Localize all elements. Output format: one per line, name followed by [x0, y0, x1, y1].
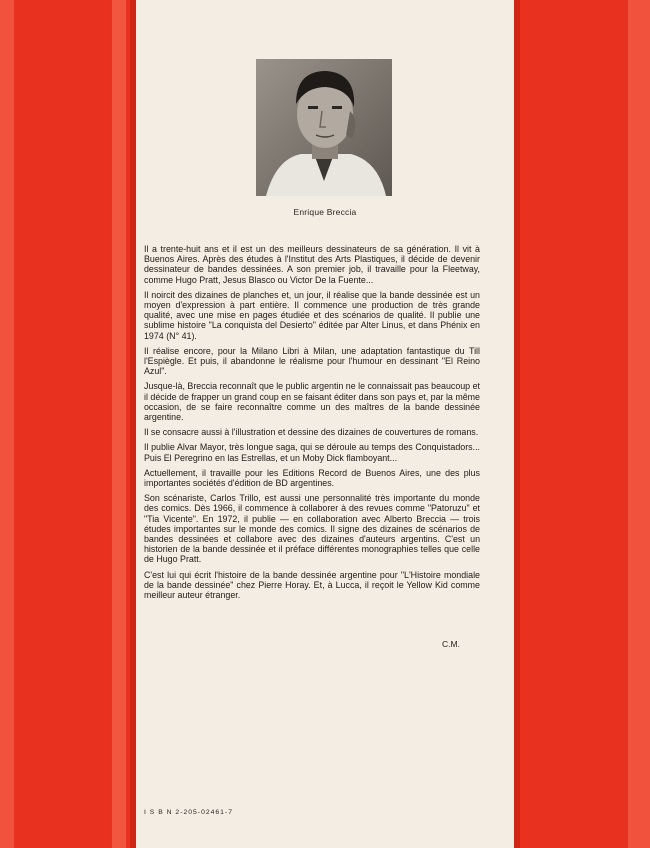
paragraph: Il noircit des dizaines de planches et, un jour, il réalise que la bande dessinée est un moyen d'expression à part entière. Il commence une production de très grande qualité, avec une mise en pages étudiée et des scénarios de qualité. Il publie une sublime histoire "La conquista del Desierto" éditée par Alter Linus, et dans Phénix en 1974 (N° 41). — [144, 289, 480, 341]
paragraph: Jusque-là, Breccia reconnaît que le public argentin ne le connaissait pas beaucoup et il décide de frapper un grand coup en se faisant éditer dans son pays et, par la même occasion, de se faire reconnaître comme un des maîtres de la bande dessinée argentine. — [144, 381, 480, 423]
photo-caption: Enrique Breccia — [293, 207, 357, 217]
paragraph: Actuellement, il travaille pour les Editions Record de Buenos Aires, une des plus importantes sociétés d'édition de BD argentines. — [144, 467, 480, 489]
paragraph: Il a trente-huit ans et il est un des meilleurs dessinateurs de sa génération. Il vit à Buenos Aires. Après des études à l'Institut des Arts Plastiques, il décide de devenir dessinateur de bandes dessinées. A son premier job, il travaille pour la Fleetway, comme Hugo Pratt, Jesus Blasco ou Victor De la Fuente... — [144, 244, 480, 285]
paragraph: Il réalise encore, pour la Milano Libri à Milan, une adaptation fantastique du Till l'Espiègle. Et puis, il abandonne le réalisme pour l'humour en dessinant "El Reino Azul". — [144, 345, 480, 377]
paragraph: Il se consacre aussi à l'illustration et dessine des dizaines de couvertures de romans. — [144, 427, 479, 438]
text-panel — [136, 0, 514, 848]
signature: C.M. — [442, 639, 460, 649]
left-outer-stripe — [0, 0, 14, 848]
biography-text — [144, 244, 480, 605]
right-panel-edge — [514, 0, 520, 848]
paragraph: C'est lui qui écrit l'histoire de la bande dessinée argentine pour "L'Histoire mondiale de la bande dessinée" chez Pierre Horay. Et, à Lucca, il reçoit le Yellow Kid comme meilleur auteur étranger. — [144, 569, 480, 601]
paragraph: Il publie Alvar Mayor, très longue saga, qui se déroule au temps des Conquistadors... Puis El Peregrino en las Estrellas, et un Moby Dick flamboyant... — [144, 442, 480, 463]
left-inner-stripe — [112, 0, 126, 848]
paragraph: Son scénariste, Carlos Trillo, est aussi une personnalité très importante du monde des comics. Dès 1966, il commence à collaborer à des revues comme "Patoruzu" et "Tia Vicente". En 1972, il publie — en collaboration avec Alberto Breccia — trois études importantes sur le monde des comics. Il signe des dizaines de scénarios de bandes dessinées et collabore avec des dizaines d'auteurs argentins. C'est un historien de la bande dessinée et il préface différentes monographies telles que celle de Hugo Pratt. — [144, 493, 480, 565]
isbn: I S B N 2-205-02461-7 — [144, 809, 234, 816]
author-photo — [256, 59, 392, 196]
right-outer-stripe — [628, 0, 650, 848]
